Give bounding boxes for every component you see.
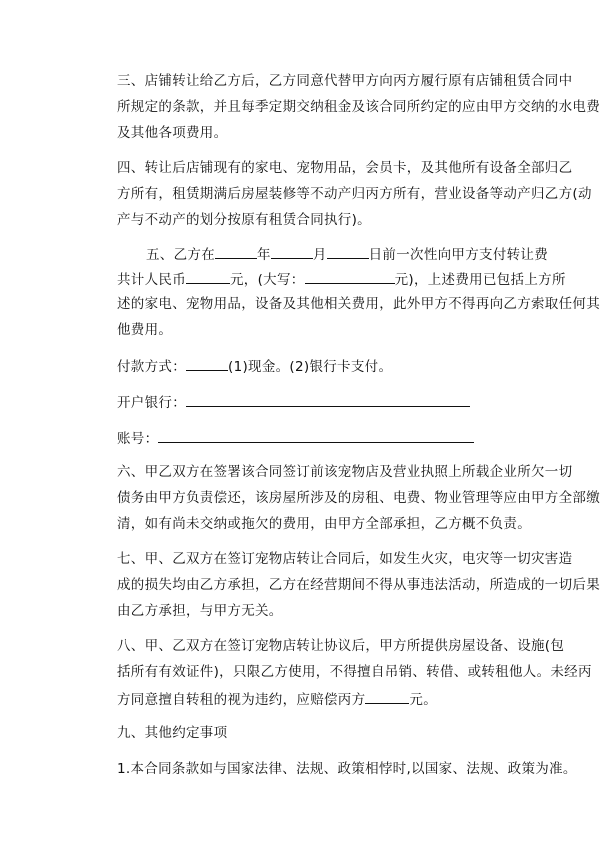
clause-6-line-3: 清，如有尚未交纳或拖欠的费用，由甲方全部承担，乙方概不负责。 [117,516,531,532]
compensation-blank[interactable] [365,690,409,704]
clause-5-text-g: 元)，上述费用已包括上方所 [394,272,566,288]
clause-5-text-b: 年 [257,247,271,263]
day-blank[interactable] [327,245,369,259]
bank-label: 开户银行： [117,395,186,411]
clause-6-line-1: 六、甲乙双方在签署该合同签订前该宠物店及营业执照上所载企业所欠一切 [117,464,573,480]
clause-5-line-4: 他费用。 [117,322,173,338]
account-label: 账号： [117,431,159,447]
clause-4-line-3: 产与不动产的划分按原有租赁合同执行)。 [117,212,371,228]
clause-3-line-2: 所规定的条款，并且每季定期交纳租金及该合同所约定的应由甲方交纳的水电费 [117,99,600,115]
clause-9-heading: 九、其他约定事项 [117,725,228,741]
clause-8-line-2: 括所有有效证件)，只限乙方使用，不得擅自吊销、转借、或转租他人。未经丙 [117,664,592,680]
clause-5-text-d: 日前一次性向甲方支付转让费 [368,247,549,263]
payment-method-label: 付款方式： [117,359,186,375]
amount-words-blank[interactable] [305,270,395,284]
clause-5-text-f: 元，(大写： [230,272,305,288]
clause-8-text-b: 元。 [409,692,438,708]
payment-method-options: (1)现金。(2)银行卡支付。 [228,359,393,375]
clause-9-item-1: 1.本合同条款如与国家法律、法规、政策相悖时,以国家、法规、政策为准。 [117,761,577,777]
clause-5-line-1 [146,245,548,263]
clause-4-line-1: 四、转让后店铺现有的家电、宠物用品，会员卡，及其他所有设备全部归乙 [117,160,573,176]
amount-blank[interactable] [186,270,230,284]
bank-line [117,393,470,411]
year-blank[interactable] [215,245,257,259]
clause-3-line-1: 三、店铺转让给乙方后，乙方同意代替甲方向丙方履行原有店铺租赁合同中 [117,73,573,89]
clause-3-line-3: 及其他各项费用。 [117,125,228,141]
account-blank[interactable] [158,429,474,443]
bank-blank[interactable] [186,393,470,407]
account-line [117,429,474,447]
payment-method-line [117,357,392,375]
clause-8-text-a: 方同意擅自转租的视为违约，应赔偿丙方 [117,692,366,708]
month-blank[interactable] [271,245,313,259]
clause-7-line-3: 由乙方承担，与甲方无关。 [117,603,283,619]
clause-7-line-1: 七、甲、乙双方在签订宠物店转让合同后，如发生火灾，电灾等一切灾害造 [117,551,573,567]
clause-4-line-2: 方所有，租赁期满后房屋装修等不动产归丙方所有，营业设备等动产归乙方(动 [117,186,592,202]
payment-method-blank[interactable] [186,357,228,371]
clause-5-text-e: 共计人民币 [117,272,186,288]
clause-5-line-3: 述的家电、宠物用品，设备及其他相关费用，此外甲方不得再向乙方索取任何其 [117,296,600,312]
clause-5-line-2 [117,270,566,288]
clause-6-line-2: 债务由甲方负责偿还，该房屋所涉及的房租、电费、物业管理等应由甲方全部缴 [117,490,600,506]
clause-5-text-c: 月 [312,247,327,263]
clause-5-text-a: 五、乙方在 [146,247,215,263]
clause-8-line-1: 八、甲、乙双方在签订宠物店转让协议后，甲方所提供房屋设备、设施(包 [117,638,565,654]
clause-8-line-3 [117,690,437,708]
clause-7-line-2: 成的损失均由乙方承担，乙方在经营期间不得从事违法活动，所造成的一切后果 [117,577,600,593]
